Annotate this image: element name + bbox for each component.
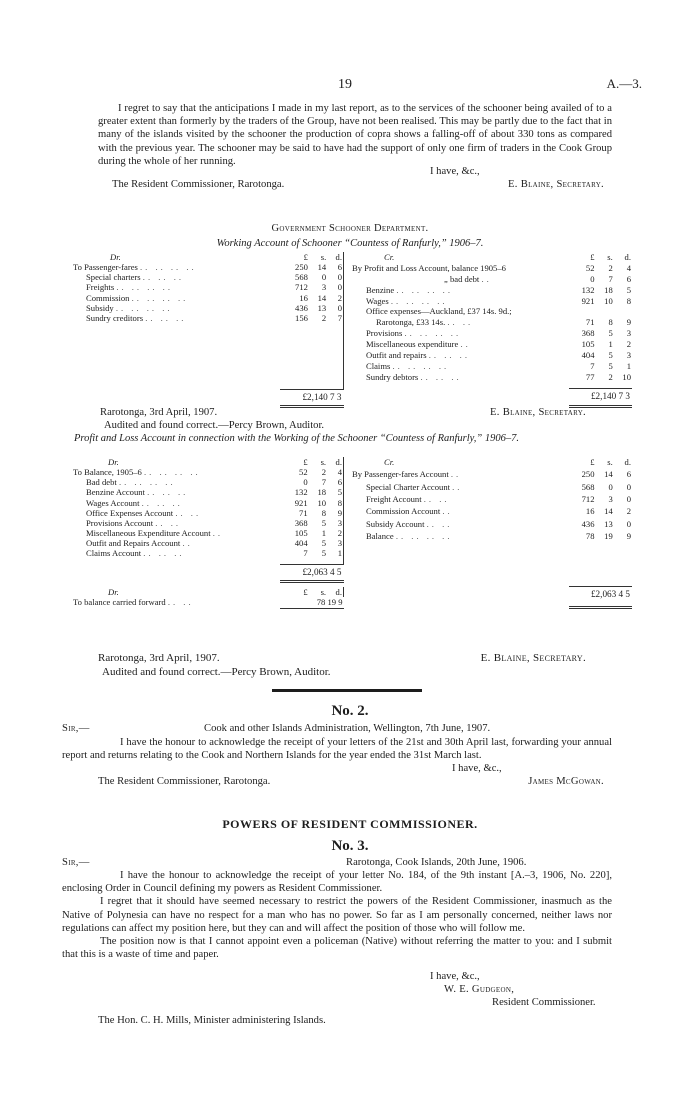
letter3-closing: I have, &c., [430,971,480,982]
lsd-shilling: s. [320,252,327,262]
account2-carry-row: To balance carried forward .. .. 78 19 9 [73,597,343,608]
table-row: Outfit and Repairs Account .. 404 5 3 [86,538,342,549]
account1-total-debit: £2,140 7 3 [280,390,343,407]
letter3-signatory-title: Resident Commissioner. [492,997,596,1009]
lsd-pence: d. [327,252,343,262]
letter3-addressee: The Hon. C. H. Mills, Minister administering Islands. [98,1015,326,1026]
letter3-paragraph-2: I regret that it should have seemed necessary to restrict the powers of the Resident Commissioner, inasmuch as the Native of Polynesia can have no respect for a man who has no power. So far as I am personally concerned, neither laws nor regulations can affect my position here, but they can and will affect the position of those who will follow me. [62,896,612,934]
account2-table [72,457,632,609]
account2-total-debit: £2,063 4 5 [280,564,344,581]
table-row: Wages .. .. .. .. 921 10 8 [366,295,631,306]
letter3-place-date: Rarotonga, Cook Islands, 20th June, 1906. [346,857,527,868]
table-row: Balance .. .. .. .. 78 19 9 [366,531,631,542]
table-row: Miscellaneous expenditure .. 105 1 2 [366,339,631,349]
letter3-salutation: Sir,— [62,857,90,868]
account1-footer [100,406,612,432]
account2-cr-label: Cr. [384,457,395,467]
letter1-sign-block [112,166,612,191]
table-row: Outfit and repairs .. .. .. 404 5 3 [366,349,631,360]
account1-department: Government Schooner Department. [271,223,429,234]
table-row: Freights .. .. .. .. 712 3 0 [86,282,342,293]
account2-title: Profit and Loss Account in connection with the Working of the Schooner “Countess of Ranfurly,” 1906–7. [74,433,519,444]
table-row: Subsidy Account .. .. 436 13 0 [366,518,631,529]
account2-carry-value: 78 19 9 [280,597,344,608]
table-row: Freight Account .. .. 712 3 0 [366,494,631,505]
letter2-heading: No. 2. [331,703,369,719]
table-row: Commission Account .. 16 14 2 [366,506,631,517]
table-row: Sundry debtors .. .. .. 77 2 10 [366,371,631,382]
letter2-closing: I have, &c., [452,763,502,774]
table-row: Bad debt .. .. .. .. 0 7 6 [86,477,342,488]
table-row: Claims Account .. .. .. 7 5 1 [86,548,342,559]
table-row: Rarotonga, £33 14s. .. .. 71 8 9 [376,317,631,328]
section-divider [272,689,422,692]
letter3-signatory: W. E. Gudgeon, [444,984,515,996]
letter3-paragraph-1: I have the honour to acknowledge the receipt of your letter No. 184, of the 9th instant [A.–3, 1906, No. 220], enclosing Order in Council defining my powers as Resident Commissioner. [62,870,612,895]
table-row: Office expenses—Auckland, £37 14s. 9d.; [366,306,512,317]
letter2-paragraph: I have the honour to acknowledge the receipt of your letters of the 21st and 30th April last, forwarding your annual report and returns relating to the Cook and Northern Islands for the year ended the 31st March last. [62,737,612,762]
account2-carry-label: To balance carried forward [73,597,166,608]
table-row: To Passenger-fares .. .. .. .. 250 14 6 [73,262,342,273]
account1-total-credit: £2,140 7 3 [569,389,632,407]
letter2-addressee: The Resident Commissioner, Rarotonga. [98,776,271,787]
table-row: Special charters .. .. .. 568 0 0 [86,272,342,283]
table-row: Claims .. .. .. .. 7 5 1 [366,360,631,371]
letter1-closing: I have, &c., [430,166,480,177]
table-row: Benzine .. .. .. .. 132 18 5 [366,284,631,295]
letter2-signatory: James McGowan. [528,776,604,787]
letter2-salutation-line [62,722,610,735]
account2-debit: Dr. £ s. d. To Balance, 1905–6 .. .. .. .. 52 2 4 Bad debt .. .. .. .. 0 7 6 Benzine Account .. .. .. 132 18 5 Wages Account .. .. .. 921 10 8 Office Expenses Account .. .. 71 8 9 Provisions Account .. .. 368 5 3 Miscellaneous Expenditure Account .. 105 1 2 Outfit and Repairs Account .. 404 5 3 Claims Account .. .. .. 7 5 1 £2,063 4 5 Dr. £ s. d. To balance carried forward .. .. 78 19 9 [73,457,343,608]
account2-footer [98,652,612,680]
table-row: Provisions Account .. .. 368 5 3 [86,517,342,528]
letter3-heading: No. 3. [331,838,369,854]
table-row: By Profit and Loss Account, balance 1905–6 52 2 4 [352,262,631,273]
account1-credit: Cr. £ s. d. By Profit and Loss Account, balance 1905–6 52 2 4 „ bad debt .. 0 7 6 Benzine .. .. .. .. 132 18 5 Wages .. .. .. .. 921 10 8 Office expenses—Auckland, £37 14s. 9d.; Rarotonga, £33 14s. .. .. 71 8 9 Provisions .. .. .. .. 368 5 3 Miscellaneous expenditure .. 105 1 2 Outfit and repairs .. .. .. 404 5 3 Claims .. .. .. .. 7 5 1 Sundry debtors .. .. .. 77 2 10 £2,140 7 3 [344,252,632,408]
account2-total-credit: £2,063 4 5 [569,586,632,607]
letter1-body [98,102,612,168]
table-row: Subsidy .. .. .. .. 436 13 0 [86,302,342,313]
page-header [0,76,700,92]
account1-signatory: E. Blaine, Secretary. [490,407,586,418]
letter3-sign-block [62,970,612,1010]
account1-table [72,252,632,408]
account2-credit: Cr. £ s. d. By Passenger-fares Account .. 250 14 6 Special Charter Account .. 568 0 0 Freight Account .. .. 712 3 0 Commission Account .. 16 14 2 Subsidy Account .. .. 436 13 0 Balance .. .. .. .. 78 19 9 £2,063 4 5 [344,457,632,609]
letter3-salutation-line [62,856,610,869]
table-row: Benzine Account .. .. .. 132 18 5 [86,487,342,498]
table-row: To Balance, 1905–6 .. .. .. .. 52 2 4 [73,467,342,478]
account1-audit: Audited and found correct.—Percy Brown, Auditor. [104,420,325,432]
letter1-addressee: The Resident Commissioner, Rarotonga. [112,179,285,190]
letter1-signatory: E. Blaine, Secretary. [508,179,604,190]
table-row: Special Charter Account .. 568 0 0 [366,481,631,492]
letter3-section-title: POWERS OF RESIDENT COMMISSIONER. [222,817,478,831]
account1-place-date: Rarotonga, 3rd April, 1907. [100,407,218,418]
account1-debit [72,252,344,408]
table-row: Office Expenses Account .. .. 71 8 9 [86,507,342,518]
account1-cr-label: Cr. [384,252,395,262]
letter2-place-date: Cook and other Islands Administration, Wellington, 7th June, 1907. [204,723,491,734]
account2-place-date: Rarotonga, 3rd April, 1907. [98,652,220,664]
table-row: „ bad debt .. 0 7 6 [444,273,631,284]
table-row: Miscellaneous Expenditure Account .. 105 1 2 [86,527,342,538]
account2-signatory: E. Blaine, Secretary. [480,652,586,664]
table-row: Commission .. .. .. .. 16 14 2 [86,292,342,303]
letter1-paragraph: I regret to say that the anticipations I made in my last report, as to the services of the schooner being availed of to a greater extent than formerly by the traders of the Group, have not been realised. This may be partly due to the fact that in many of the islands visited by the schooner the production of copra shows a falling-off of about 330 tons as compared with the previous year. The schooner may be said to have had the support of only one firm of traders in the Cook Group during the whole of her running. [98,103,612,167]
letter2-sign-block [98,762,612,788]
table-row: Sundry creditors .. .. .. 156 2 7 [86,312,342,323]
letter2-salutation: Sir,— [62,723,90,734]
account1-title: Working Account of Schooner “Countess of Ranfurly,” 1906–7. [216,238,484,249]
page-number: 19 [338,77,352,92]
account1-dr-label: Dr. [110,252,121,262]
account2-dr-label: Dr. [108,457,119,467]
table-row: By Passenger-fares Account .. 250 14 6 [352,469,631,480]
letter2-body [62,736,612,762]
page-reference: A.—3. [606,76,642,91]
account2-audit: Audited and found correct.—Percy Brown, Auditor. [102,665,331,678]
letter3-paragraph-3: The position now is that I cannot appoint even a policeman (Native) without referring the matter to you: and I submit that this is a waste of time and paper. [62,936,612,961]
table-row: Provisions .. .. .. .. 368 5 3 [366,328,631,339]
lsd-pound: £ [303,252,308,262]
table-row: Wages Account .. .. .. 921 10 8 [86,497,342,508]
letter3-body [62,869,612,962]
